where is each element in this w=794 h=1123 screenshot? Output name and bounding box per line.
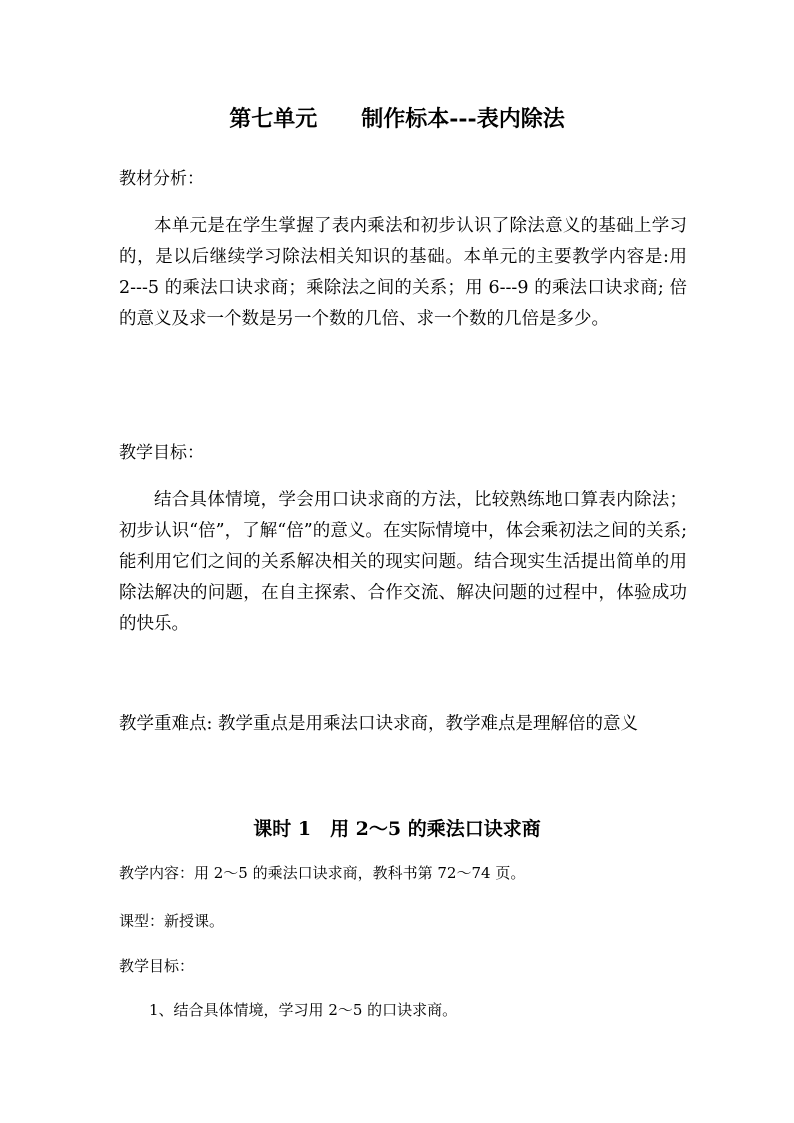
analysis-paragraph: 本单元是在学生掌握了表内乘法和初步认识了除法意义的基础上学习的，是以后继续学习除法相关知识的基础。本单元的主要教学内容是:用 2---5 的乘法口诀求商；乘除法之间的关系；用 6---9 的乘法口诀求商; 倍的意义及求一个数是另一个数的几倍、求一个数的几倍是多少。 (119, 216, 687, 329)
goals-paragraph: 结合具体情境，学会用口诀求商的方法，比较熟练地口算表内除法；初步认识“倍”，了解“倍”的意义。在实际情境中，体会乘初法之间的关系; 能利用它们之间的关系解决相关的现实问题。结合现实生活提出简单的用除法解决的问题，在自主探索、合作交流、解决问题的过程中，体验成功的快乐。 (119, 490, 687, 634)
analysis-label: 教材分析： (119, 169, 204, 189)
key-points-line: 教学重难点: 教学重点是用乘法口诀求商，教学难点是理解倍的意义 (119, 714, 638, 734)
lesson-content-line: 教学内容：用 2～5 的乘法口诀求商，教科书第 72～74 页。 (119, 864, 526, 882)
goals-label: 教学目标： (119, 443, 204, 463)
lesson-goal-item: 1、结合具体情境，学习用 2～5 的口诀求商。 (149, 1001, 458, 1019)
lesson-goals-label: 教学目标： (119, 957, 195, 975)
unit-title: 第七单元 制作标本---表内除法 (229, 106, 565, 132)
lesson-type-line: 课型：新授课。 (119, 912, 225, 930)
lesson-title: 课时 1 用 2～5 的乘法口诀求商 (253, 818, 541, 840)
